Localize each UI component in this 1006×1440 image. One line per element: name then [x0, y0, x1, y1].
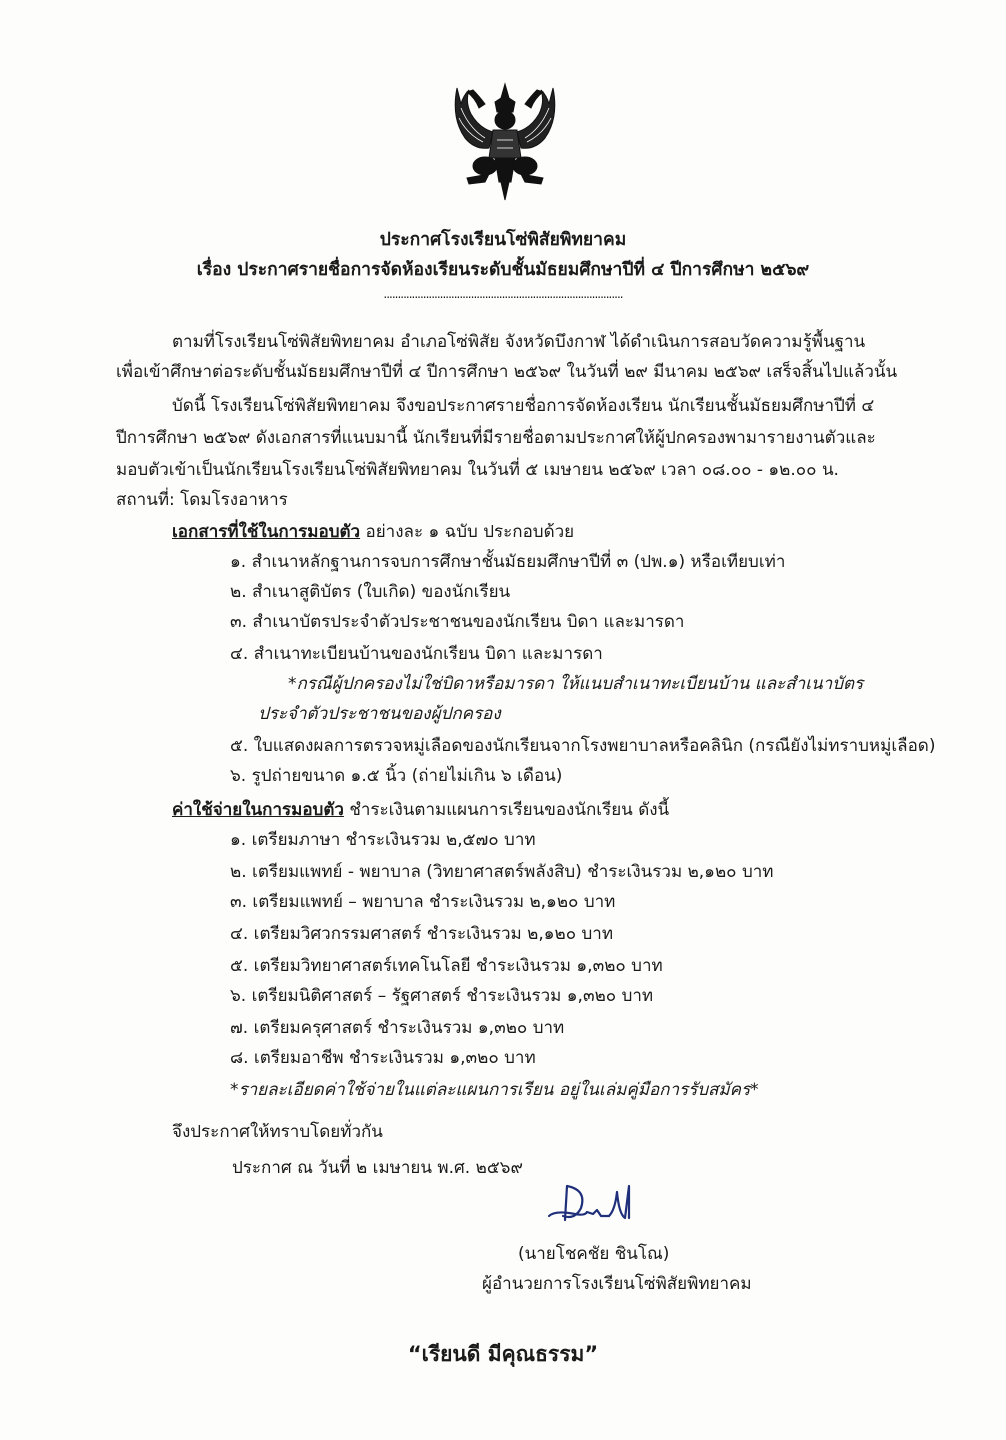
- fees-heading: ค่าใช้จ่ายในการมอบตัว: [172, 800, 344, 820]
- para1-line1: ตามที่โรงเรียนโซ่พิสัยพิทยาคม อำเภอโซ่พิสัย จังหวัดบึงกาฬ ได้ดำเนินการสอบวัดความรู้พื้นฐาน: [172, 332, 866, 352]
- fees-heading-suffix: ชำระเงินตามแผนการเรียนของนักเรียน ดังนี้: [343, 800, 670, 820]
- announcement-date: ประกาศ ณ วันที่ ๒ เมษายน พ.ศ. ๒๕๖๙: [232, 1158, 523, 1178]
- document-item: ๕. ใบแสดงผลการตรวจหมู่เลือดของนักเรียนจากโรงพยาบาลหรือคลินิก (กรณียังไม่ทราบหมู่เลือด): [230, 736, 936, 756]
- fee-item: ๑. เตรียมภาษา ชำระเงินรวม ๒,๕๗๐ บาท: [230, 830, 536, 850]
- signer-name: (นายโชคชัย ชินโณ): [518, 1244, 670, 1264]
- para2-line3: มอบตัวเข้าเป็นนักเรียนโรงเรียนโซ่พิสัยพิทยาคม ในวันที่ ๕ เมษายน ๒๕๖๙ เวลา ๐๘.๐๐ - ๑๒.๐๐ น.: [116, 460, 839, 480]
- fees-heading-line: [172, 802, 669, 819]
- org-title: ประกาศโรงเรียนโซ่พิสัยพิทยาคม: [379, 230, 627, 250]
- fee-item: ๗. เตรียมครุศาสตร์ ชำระเงินรวม ๑,๓๒๐ บาท: [230, 1018, 565, 1038]
- garuda-emblem-icon: [444, 78, 566, 204]
- fees-note: *รายละเอียดค่าใช้จ่ายในแต่ละแผนการเรียน อยู่ในเล่มคู่มือการรับสมัคร*: [230, 1080, 759, 1100]
- document-item: ๔. สำเนาทะเบียนบ้านของนักเรียน บิดา และมารดา: [230, 644, 603, 664]
- subject-line: เรื่อง ประกาศรายชื่อการจัดห้องเรียนระดับชั้นมัธยมศึกษาปีที่ ๔ ปีการศึกษา ๒๕๖๙: [196, 260, 810, 280]
- fee-item: ๕. เตรียมวิทยาศาสตร์เทคโนโลยี ชำระเงินรวม ๑,๓๒๐ บาท: [230, 956, 663, 976]
- para2-line2: ปีการศึกษา ๒๕๖๙ ดังเอกสารที่แนบมานี้ นักเรียนที่มีรายชื่อตามประกาศให้ผู้ปกครองพามารายงานตัวและ: [116, 428, 876, 448]
- fee-item: ๔. เตรียมวิศวกรรมศาสตร์ ชำระเงินรวม ๒,๑๒๐ บาท: [230, 924, 614, 944]
- fee-item: ๘. เตรียมอาชีพ ชำระเงินรวม ๑,๓๒๐ บาท: [230, 1048, 536, 1068]
- documents-heading-suffix: อย่างละ ๑ ฉบับ ประกอบด้วย: [360, 522, 575, 542]
- documents-heading-line: [172, 524, 574, 541]
- fee-item: ๖. เตรียมนิติศาสตร์ – รัฐศาสตร์ ชำระเงินรวม ๑,๓๒๐ บาท: [230, 986, 654, 1006]
- signature-icon: [545, 1180, 645, 1226]
- header-divider: .....................................................................................: [383, 287, 623, 301]
- document-item: ๑. สำเนาหลักฐานการจบการศึกษาชั้นมัธยมศึกษาปีที่ ๓ (ปพ.๑) หรือเทียบเท่า: [230, 552, 786, 572]
- signer-title: ผู้อำนวยการโรงเรียนโซ่พิสัยพิทยาคม: [482, 1274, 752, 1294]
- fee-item: ๒. เตรียมแพทย์ - พยาบาล (วิทยาศาสตร์พลังสิบ) ชำระเงินรวม ๒,๑๒๐ บาท: [230, 862, 774, 882]
- document-note-line1: *กรณีผู้ปกครองไม่ใช่บิดาหรือมารดา ให้แนบสำเนาทะเบียนบ้าน และสำเนาบัตร: [288, 674, 864, 694]
- location-line: สถานที่: โดมโรงอาหาร: [116, 490, 288, 510]
- document-item: ๖. รูปถ่ายขนาด ๑.๕ นิ้ว (ถ่ายไม่เกิน ๖ เดือน): [230, 766, 563, 786]
- school-motto: “เรียนดี มีคุณธรรม”: [407, 1342, 599, 1366]
- documents-heading: เอกสารที่ใช้ในการมอบตัว: [172, 522, 361, 542]
- document-item: ๓. สำเนาบัตรประจำตัวประชาชนของนักเรียน บิดา และมารดา: [230, 612, 685, 632]
- para2-line1: บัดนี้ โรงเรียนโซ่พิสัยพิทยาคม จึงขอประกาศรายชื่อการจัดห้องเรียน นักเรียนชั้นมัธยมศึกษาปีที่ ๔: [172, 396, 875, 416]
- document-item: ๒. สำเนาสูติบัตร (ใบเกิด) ของนักเรียน: [230, 582, 511, 602]
- para1-line2: เพื่อเข้าศึกษาต่อระดับชั้นมัธยมศึกษาปีที่ ๔ ปีการศึกษา ๒๕๖๙ ในวันที่ ๒๙ มีนาคม ๒๕๖๙ เสร็จสิ้นไปแล้วนั้น: [116, 362, 898, 382]
- fee-item: ๓. เตรียมแพทย์ – พยาบาล ชำระเงินรวม ๒,๑๒๐ บาท: [230, 892, 616, 912]
- closing-statement: จึงประกาศให้ทราบโดยทั่วกัน: [172, 1122, 383, 1142]
- document-note-line2: ประจำตัวประชาชนของผู้ปกครอง: [258, 704, 501, 724]
